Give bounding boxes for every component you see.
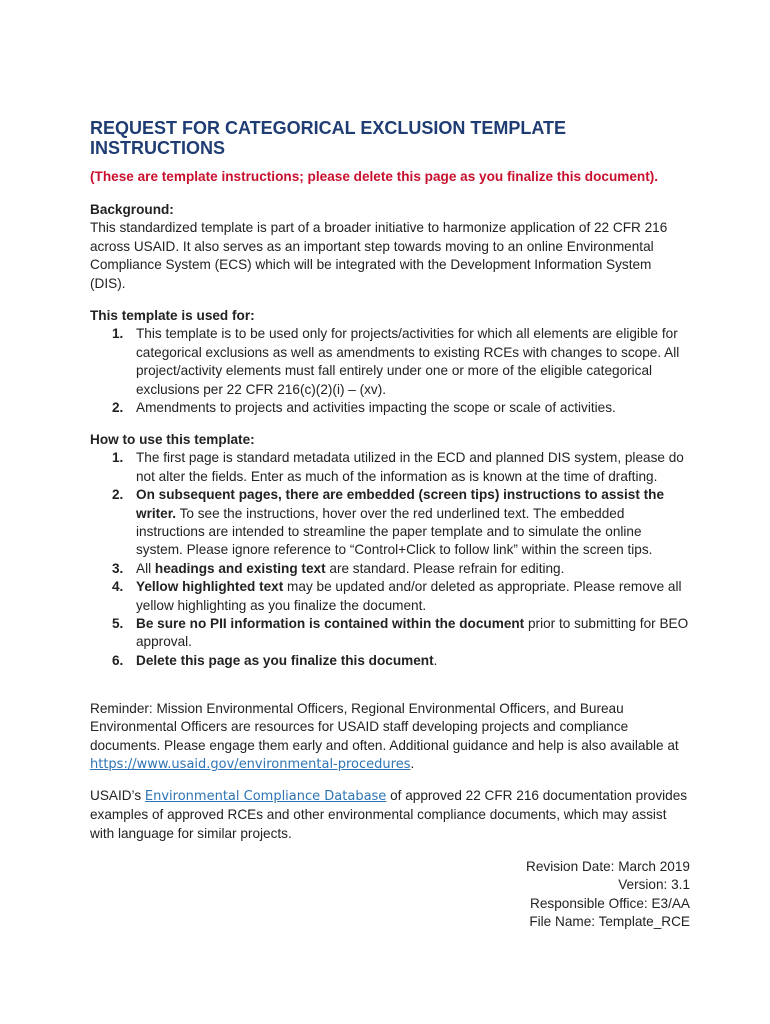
page-title: REQUEST FOR CATEGORICAL EXCLUSION TEMPLATE INSTRUCTIONS — [90, 118, 567, 158]
used-for-section — [90, 307, 690, 417]
how-to-heading: How to use this template: — [90, 432, 255, 447]
background-heading: Background: — [90, 202, 174, 217]
list-item: 1. The first page is standard metadata utilized in the ECD and planned DIS system, please do not alter the fields. Enter as much of the information as is known at the time of drafting. — [112, 450, 684, 484]
revision-date: Revision Date: March 2019 — [526, 859, 690, 874]
template-notice: (These are template instructions; please delete this page as you finalize this document). — [90, 169, 659, 184]
environmental-procedures-link[interactable]: https://www.usaid.gov/environmental-procedures — [90, 757, 411, 773]
list-item: 4. Yellow highlighted text may be updated and/or deleted as appropriate. Please remove all yellow highlighting as you finalize the document. — [112, 579, 682, 613]
list-item: 6. Delete this page as you finalize this document. — [112, 652, 438, 668]
list-item: 5. Be sure no PII information is contained within the document prior to submitting for BEO approval. — [112, 616, 689, 650]
document-footer-info — [90, 858, 690, 932]
database-paragraph: USAID’s Environmental Compliance Database of approved 22 CFR 216 documentation provides examples of approved RCEs and other environmental compliance documents, which may assist with language for similar projects. — [90, 788, 688, 841]
how-to-section — [90, 431, 690, 670]
file-name: File Name: Template_RCE — [529, 914, 690, 930]
list-item: 2. Amendments to projects and activities impacting the scope or scale of activities. — [112, 400, 616, 416]
list-item: 3. All headings and existing text are standard. Please refrain for editing. — [112, 560, 565, 576]
used-for-heading: This template is used for: — [90, 308, 255, 323]
responsible-office: Responsible Office: E3/AA — [530, 895, 690, 911]
version: Version: 3.1 — [618, 877, 690, 893]
list-item: 2. On subsequent pages, there are embedded (screen tips) instructions to assist the writer. To see the instructions, hover over the red underlined text. The embedded instructions are intended to streamline the paper template and to simulate the online system. Please ignore reference to “Control+Click to follow link” within the screen tips. — [112, 487, 665, 558]
compliance-database-link[interactable]: Environmental Compliance Database — [144, 789, 387, 804]
background-section — [90, 201, 690, 293]
reminder-paragraph: Reminder: Mission Environmental Officers, Regional Environmental Officers, and Bureau Environmental Officers are resources for USAID staff developing projects and compliance documents. Please engage them early and often. Additional guidance and help is also available at https://www.usaid.gov/environmental-procedures. — [90, 701, 679, 773]
background-text: This standardized template is part of a broader initiative to harmonize application of 22 CFR 216 across USAID. It also serves as an important step towards moving to an online Environmental Compliance System (ECS) which will be integrated with the Development Information System (DIS). — [90, 220, 668, 291]
list-item: 1. This template is to be used only for projects/activities for which all elements are eligible for categorical exclusions as well as amendments to existing RCEs with changes to scope. All project/activity elements must fall entirely under one or more of the eligible categorical exclusions per 22 CFR 216(c)(2)(i) – (xv). — [112, 326, 680, 397]
